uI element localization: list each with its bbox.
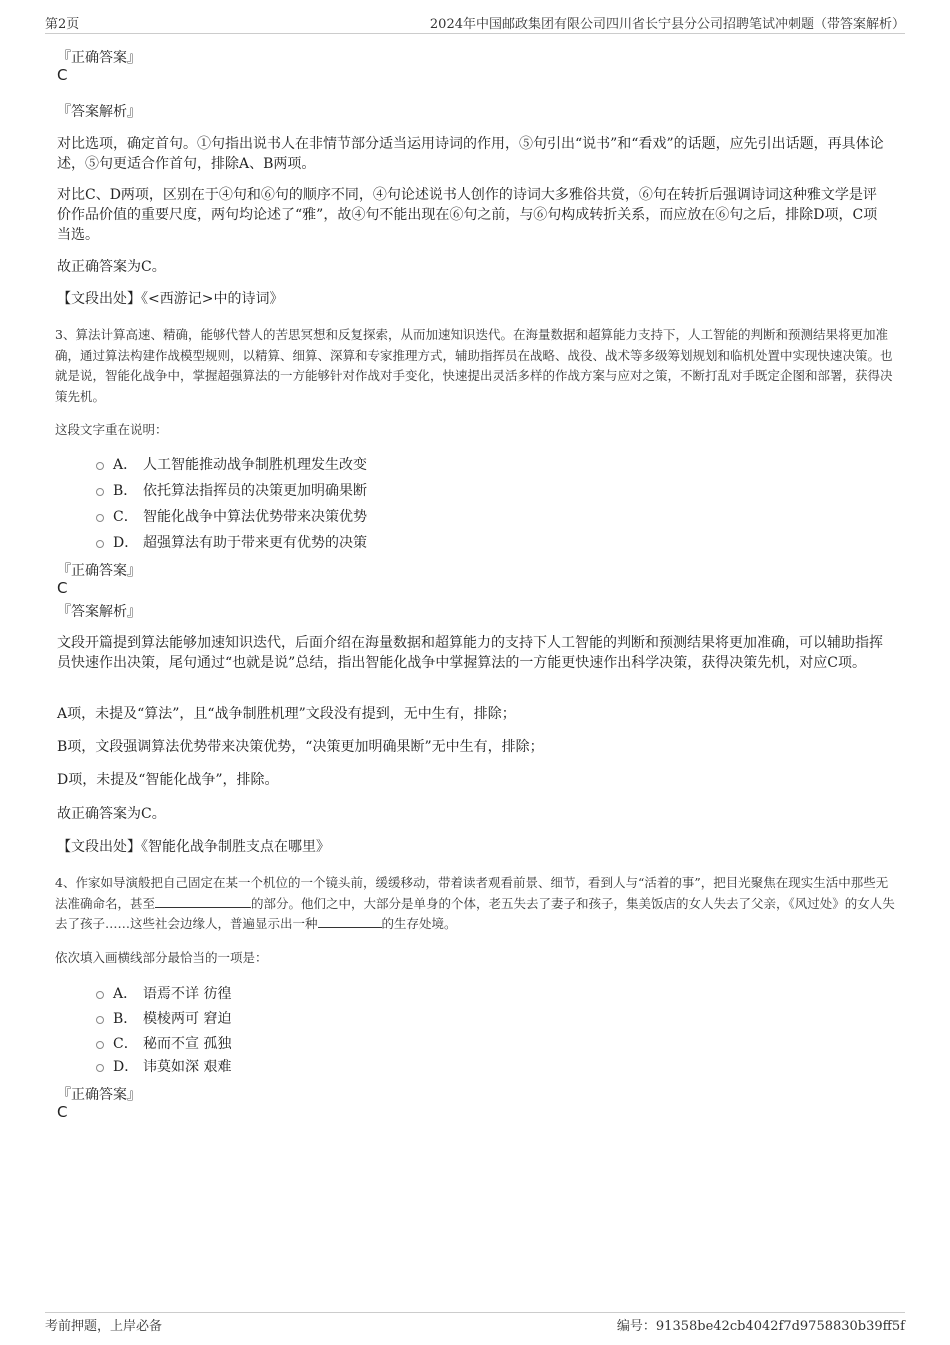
fill-blank xyxy=(155,895,251,908)
footer-divider xyxy=(45,1312,905,1313)
q3-analysis-5: 故正确答案为C。 xyxy=(57,806,166,822)
radio-icon[interactable] xyxy=(96,991,104,999)
q3-source: 【文段出处】《智能化战争制胜支点在哪里》 xyxy=(57,839,330,855)
q4-text xyxy=(55,873,895,935)
q4-option-c[interactable] xyxy=(96,1033,231,1053)
q2-source: 【文段出处】《<西游记>中的诗词》 xyxy=(57,291,284,307)
q2-analysis-2: 对比C、D两项，区别在于④句和⑥句的顺序不同，④句论述说书人创作的诗词大多雅俗共赏，⑥句在转折后强调诗词这种雅文学是评价作品价值的重要尺度，两句均论述了“雅”，故④句不能出现在⑥句之前，与⑥句构成转折关系，而应放在⑥句之后，排除D项，C项当选。 xyxy=(57,187,878,243)
radio-icon[interactable] xyxy=(96,1064,104,1072)
q2-analysis-3: 故正确答案为C。 xyxy=(57,259,166,275)
correct-answer-label: 『正确答案』 xyxy=(57,563,141,579)
option-text: 智能化战争中算法优势带来决策优势 xyxy=(143,509,367,525)
option-text: 语焉不详 彷徨 xyxy=(143,986,232,1002)
radio-icon[interactable] xyxy=(96,540,104,548)
q3-text: 3、算法计算高速、精确，能够代替人的苦思冥想和反复探索，从而加速知识迭代。在海量数据和超算能力支持下，人工智能的判断和预测结果将更加准确，通过算法构建作战模型规则，以精算、细算、深算和专家推理方式，辅助指挥员在战略、战役、战术等多级筹划规划和临机处置中实现快速决策。也就是说，智能化战争中，掌握超强算法的一方能够针对作战对手变化，快速提出灵活多样的作战方案与应对之策，不断打乱对手既定企图和部署，获得决策先机。 xyxy=(55,327,893,404)
radio-icon[interactable] xyxy=(96,462,104,470)
q4-text-part: 的部分。他们之中，大部分是单身的个体，老五失去了妻子和孩子，集美饭店的女人失去了父亲，《风过处》的女人失去了孩子……这些社会边缘人，普遍显示出一种 xyxy=(55,895,895,931)
option-text: 人工智能推动战争制胜机理发生改变 xyxy=(143,457,367,473)
option-key: C． xyxy=(113,1036,138,1052)
q3-option-b[interactable] xyxy=(96,480,367,500)
q4-option-d[interactable] xyxy=(96,1056,231,1076)
q4-option-a[interactable] xyxy=(96,983,231,1003)
option-key: A． xyxy=(113,986,138,1002)
correct-answer-label: 『正确答案』 xyxy=(57,1087,141,1103)
option-key: B． xyxy=(113,1011,138,1027)
page-number: 第2页 xyxy=(45,17,80,32)
q3-analysis-2: A项，未提及“算法”，且“战争制胜机理”文段没有提到，无中生有，排除； xyxy=(57,706,516,722)
option-text: 秘而不宣 孤独 xyxy=(143,1036,232,1052)
radio-icon[interactable] xyxy=(96,1041,104,1049)
q4-option-b[interactable] xyxy=(96,1008,231,1028)
option-key: D． xyxy=(113,1059,139,1075)
analysis-label: 『答案解析』 xyxy=(57,104,141,120)
option-key: B． xyxy=(113,483,138,499)
q3-option-a[interactable] xyxy=(96,454,367,474)
q4-text-part: 4、作家如导演般把自己固定在某一个机位的一个镜头前，缓缓移动，带着读者观看前景、细节，看到人与“活着的事”，把目光聚焦在现实生活中那些无法准确命名，甚至 xyxy=(55,875,889,911)
header-divider xyxy=(45,33,905,34)
option-key: C． xyxy=(113,509,138,525)
q3-analysis-3: B项，文段强调算法优势带来决策优势，“决策更加明确果断”无中生有，排除； xyxy=(57,739,544,755)
radio-icon[interactable] xyxy=(96,488,104,496)
q3-option-c[interactable] xyxy=(96,506,367,526)
correct-answer-label: 『正确答案』 xyxy=(57,50,141,66)
document-title: 2024年中国邮政集团有限公司四川省长宁县分公司招聘笔试冲刺题（带答案解析） xyxy=(429,17,905,32)
q2-analysis-1: 对比选项，确定首句。①句指出说书人在非情节部分适当运用诗词的作用，⑤句引出“说书”和“看戏”的话题，应先引出话题，再具体论述，⑤句更适合作首句，排除A、B两项。 xyxy=(57,136,884,172)
q3-option-d[interactable] xyxy=(96,532,367,552)
option-text: 模棱两可 窘迫 xyxy=(143,1011,232,1027)
fill-blank xyxy=(318,915,382,928)
q3-analysis-1: 文段开篇提到算法能够加速知识迭代，后面介绍在海量数据和超算能力的支持下人工智能的判断和预测结果将更加准确，可以辅助指挥员快速作出决策，尾句通过“也就是说”总结，指出智能化战争中掌握算法的一方能更快速作出科学决策，获得决策先机，对应C项。 xyxy=(57,635,883,671)
analysis-label: 『答案解析』 xyxy=(57,604,141,620)
option-text: 超强算法有助于带来更有优势的决策 xyxy=(143,535,367,551)
q3-analysis-4: D项，未提及“智能化战争”，排除。 xyxy=(57,772,279,788)
option-text: 依托算法指挥员的决策更加明确果断 xyxy=(143,483,367,499)
radio-icon[interactable] xyxy=(96,514,104,522)
document-id: 编号：91358be42cb4042f7d9758830b39ff5f xyxy=(616,1319,905,1334)
option-text: 讳莫如深 艰难 xyxy=(143,1059,232,1075)
q3-prompt: 这段文字重在说明： xyxy=(55,422,168,437)
footer-slogan: 考前押题，上岸必备 xyxy=(45,1319,163,1334)
q2-answer: C xyxy=(57,66,68,84)
q4-text-part: 的生存处境。 xyxy=(381,916,457,931)
option-key: A． xyxy=(113,457,138,473)
radio-icon[interactable] xyxy=(96,1016,104,1024)
q4-answer: C xyxy=(57,1103,68,1121)
option-key: D． xyxy=(113,535,139,551)
q3-answer: C xyxy=(57,579,68,597)
q4-prompt: 依次填入画横线部分最恰当的一项是： xyxy=(55,950,268,965)
